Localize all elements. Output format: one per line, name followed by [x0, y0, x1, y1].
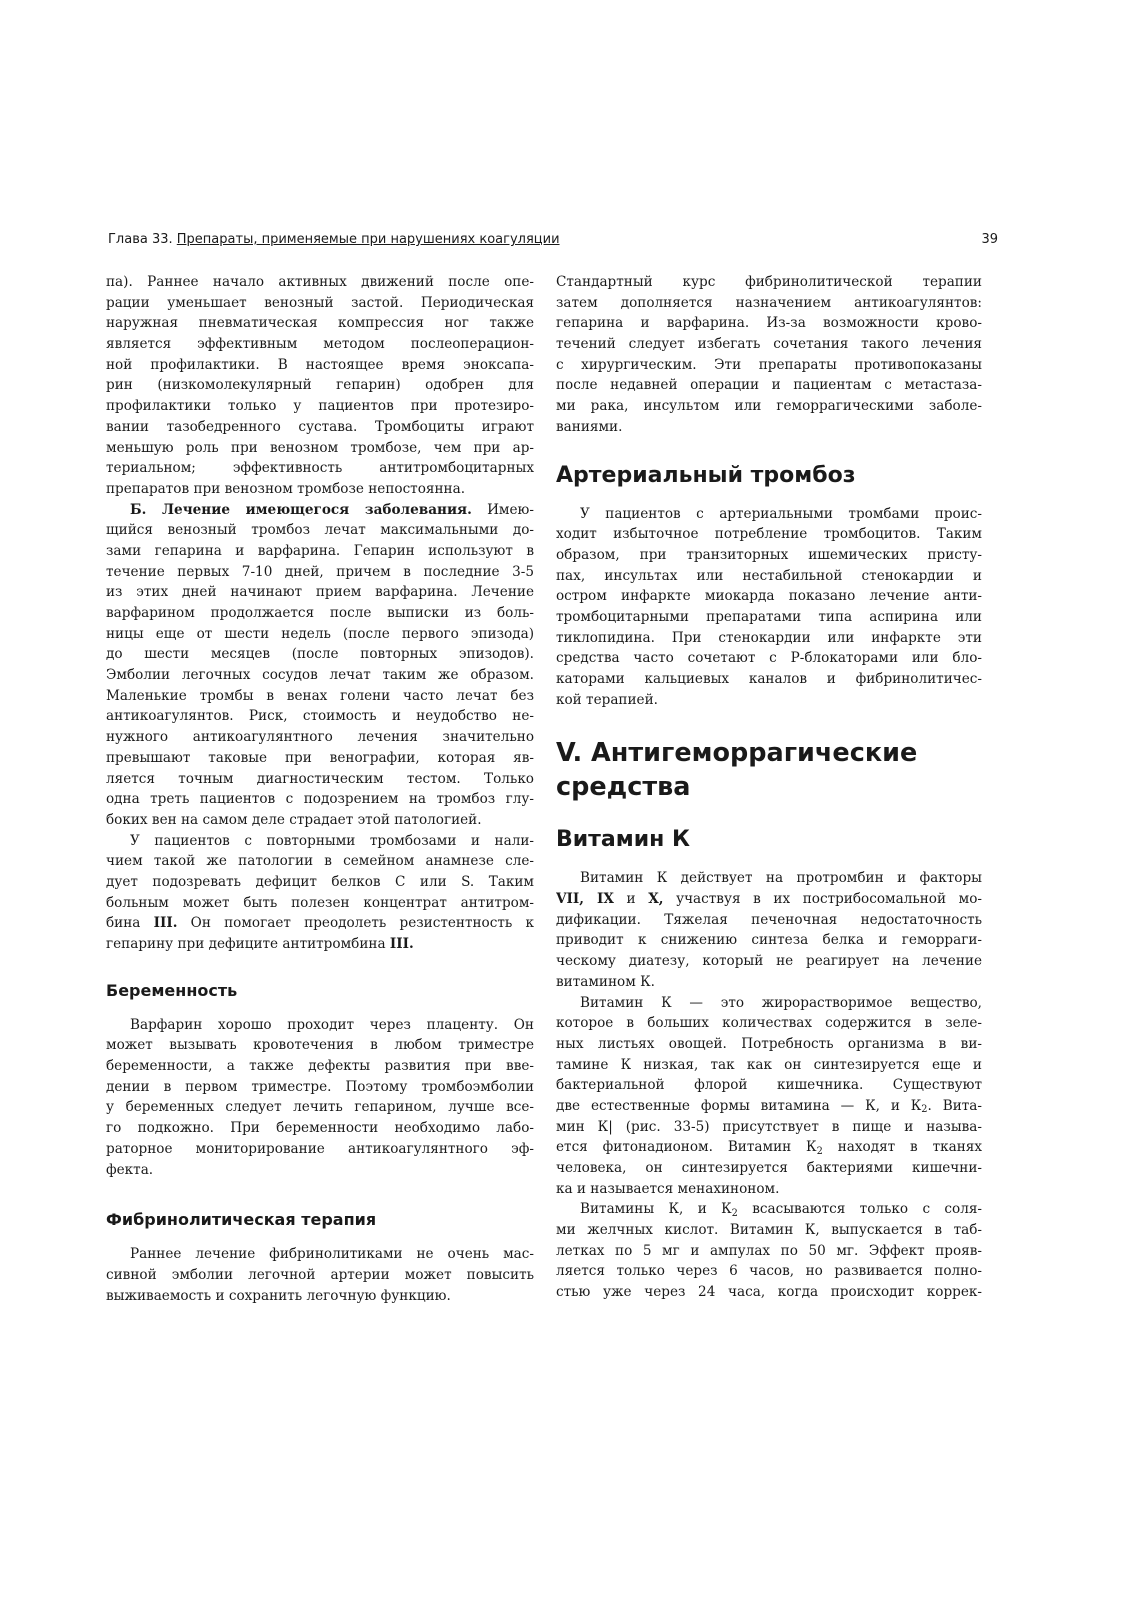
text-line: сивной эмболии легочной артерии может повысить: [106, 1266, 534, 1283]
text-line: меньшую роль при венозном тромбозе, чем при ар-: [106, 439, 534, 456]
text-line: ется фитонадионом. Витамин К2 находят в тканях: [556, 1139, 982, 1157]
text-line: течение первых 7-10 дней, причем в последние 3-5: [106, 563, 534, 580]
text-line: рации уменьшает венозный застой. Периодическая: [106, 294, 534, 311]
text-line: антикоагулянтов. Риск, стоимость и неудобство не-: [106, 708, 534, 725]
paragraph-standard-course: [556, 272, 982, 438]
paragraph-vitamin-k-forms: [556, 993, 982, 1200]
text-line: остром инфаркте миокарда показано лечение анти-: [556, 588, 982, 605]
text-line: раторное мониторирование антикоагулянтного эф-: [106, 1140, 534, 1157]
text-line: ляется только через 6 часов, но развивается полно-: [556, 1263, 982, 1280]
heading-pregnancy: Беременность: [106, 980, 238, 1000]
text-line: ходит избыточное потребление тромбоцитов. Таким: [556, 526, 982, 543]
text-line: Витамин К действует на протромбин и факторы: [580, 870, 982, 887]
text-line: человека, он синтезируется бактериями кишечни-: [556, 1160, 982, 1176]
text-line: ницы еще от шести недель (после первого эпизода): [106, 625, 534, 642]
heading-arterial-thrombosis: Артериальный тромбоз: [556, 462, 856, 488]
text-line: Стандартный курс фибринолитической терапии: [556, 274, 982, 290]
text-line: VII, IX и X, участвуя в их пострибосомальной мо-: [556, 891, 982, 908]
paragraph-arterial: [556, 504, 982, 711]
text-line: ческому диатезу, который не реагирует на лечение: [556, 953, 982, 970]
page-number: 39: [981, 232, 998, 247]
heading-fibrinolytic-therapy: Фибринолитическая терапия: [106, 1210, 377, 1230]
text-line: больным может быть полезен концентрат антитром-: [106, 894, 534, 911]
text-line: ми рака, инсультом или геморрагическими заболе-: [556, 398, 982, 415]
text-line: наружная пневматическая компрессия ног также: [106, 315, 534, 332]
text-line: Варфарин хорошо проходит через плаценту. Он: [130, 1016, 534, 1033]
text-line: рин (низкомолекулярный гепарин) одобрен для: [106, 377, 534, 394]
text-line: зами гепарина и варфарина. Гепарин используют в: [106, 542, 534, 559]
text-line: витамином К.: [556, 973, 655, 990]
text-line: па). Раннее начало активных движений после опе-: [106, 274, 534, 290]
text-line: Раннее лечение фибринолитиками не очень мас-: [130, 1246, 534, 1263]
section-heading: [556, 736, 982, 804]
run-in-heading: Б. Лечение имеющегося заболевания.: [130, 501, 472, 518]
chapter-prefix: Глава 33.: [108, 232, 177, 247]
text-line: у беременных следует лечить гепарином, лучше все-: [106, 1099, 534, 1116]
text-line: летках по 5 мг и ампулах по 50 мг. Эффект прояв-: [556, 1242, 982, 1259]
paragraph-vitamin-k-action: [556, 868, 982, 992]
text-line: щийся венозный тромбоз лечат максимальными до-: [106, 522, 534, 539]
text-line: У пациентов с повторными тромбозами и нали-: [130, 832, 534, 849]
text-line: Маленькие тромбы в венах голени часто лечат без: [106, 687, 534, 704]
text-line: средства часто сочетают с Р-блокаторами или бло-: [556, 650, 982, 667]
text-line: вании тазобедренного сустава. Тромбоциты играют: [106, 418, 534, 435]
text-line: является эффективным методом послеоперацион-: [106, 336, 534, 353]
running-head: [108, 232, 560, 247]
text-line: ных листьях овощей. Потребность организма в ви-: [556, 1035, 982, 1052]
text-line: фекта.: [106, 1161, 154, 1178]
text-line: профилактики только у пациентов при протезиро-: [106, 398, 534, 415]
paragraph-prophylaxis: [106, 272, 534, 500]
text-line: чием такой же патологии в семейном анамнезе сле-: [106, 853, 534, 870]
text-line: кой терапией.: [556, 691, 658, 708]
right-column: [556, 272, 982, 1303]
text-line: бина III. Он помогает преодолеть резистентность к: [106, 915, 534, 932]
text-line: ваниями.: [556, 418, 623, 435]
text-line: одна треть пациентов с подозрением на тромбоз глу-: [106, 791, 534, 808]
text-line: териальном; эффективность антитромбоцитарных: [106, 460, 534, 477]
paragraph-treatment: [106, 500, 534, 831]
text-line: ка и называется менахиноном.: [556, 1180, 780, 1197]
text-line: препаратов при венозном тромбозе непостоянна.: [106, 480, 466, 497]
text-line: бактериальной флорой кишечника. Существуют: [556, 1077, 982, 1094]
text-line: выживаемость и сохранить легочную функцию.: [106, 1287, 451, 1304]
text-line: Б. Лечение имеющегося заболевания. Имею-: [130, 501, 534, 518]
text-line: боких вен на самом деле страдает этой патологией.: [106, 811, 482, 828]
text-line: может вызывать кровотечения в любом триместре: [106, 1037, 534, 1054]
text-line: беременности, а также дефекты развития при вве-: [106, 1058, 534, 1075]
text-line: У пациентов с артериальными тромбами проис-: [580, 505, 982, 522]
text-line: ной профилактики. В настоящее время эноксапа-: [106, 356, 534, 373]
text-line: две естественные формы витамина — К, и К2. Вита-: [556, 1097, 982, 1116]
paragraph-vitamin-k-absorption: [556, 1199, 982, 1302]
text-line: гепарину при дефиците антитромбина III.: [106, 936, 414, 952]
text-line: тромбоцитарными препаратами типа аспирина или: [556, 608, 982, 625]
text-line: варфарином продолжается после выписки из боль-: [106, 605, 534, 621]
text-line: стью уже через 24 часа, когда происходит коррек-: [556, 1284, 982, 1301]
text-line: ляется точным диагностическим тестом. Только: [106, 770, 534, 787]
text-line: тиклопидина. При стенокардии или инфаркте эти: [556, 629, 982, 646]
page-header: [108, 232, 998, 252]
text-line: нужного антикоагулянтного лечения значительно: [106, 729, 534, 746]
text-line: дении в первом триместре. Поэтому тромбоэмболии: [106, 1078, 534, 1095]
section-heading-line: средства: [556, 772, 691, 803]
text-line: каторами кальциевых каналов и фибринолитичес-: [556, 671, 982, 687]
text-line: дует подозревать дефицит белков С или S. Таким: [106, 873, 534, 890]
text-line: образом, при транзиторных ишемических присту-: [556, 546, 982, 563]
text-line: мин К| (рис. 33-5) присутствует в пище и называ-: [556, 1118, 982, 1135]
text-line: которое в больших количествах содержится в зеле-: [556, 1015, 982, 1032]
text-line: дификации. Тяжелая печеночная недостаточность: [556, 911, 982, 928]
paragraph-fibrinolytic: [106, 1244, 534, 1306]
text-line: го подкожно. При беременности необходимо лабо-: [106, 1120, 534, 1137]
text-line: Эмболии легочных сосудов лечат таким же образом.: [106, 667, 534, 684]
text-line: Витамин К — это жирорастворимое вещество,: [580, 994, 982, 1011]
text-line: течений следует избегать сочетания такого лечения: [556, 336, 982, 353]
text-line: Витамины К, и К2 всасываются только с соля-: [580, 1201, 982, 1219]
left-column: [106, 272, 534, 1306]
text-line: приводит к снижению синтеза белка и геморраги-: [556, 932, 982, 949]
chapter-title: Препараты, применяемые при нарушениях коагуляции: [176, 232, 560, 247]
text-line: ми желчных кислот. Витамин К, выпускается в таб-: [556, 1222, 982, 1239]
heading-vitamin-k: Витамин К: [556, 827, 691, 853]
text-line: тамине К низкая, так как он синтезируется еще и: [556, 1056, 982, 1073]
paragraph-recurrent: [106, 831, 534, 955]
text-line: из этих дней начинают прием варфарина. Лечение: [106, 584, 534, 601]
paragraph-pregnancy: [106, 1015, 534, 1181]
text-line: затем дополняется назначением антикоагулянтов:: [556, 294, 982, 311]
text-line: превышают таковые при венографии, которая яв-: [106, 749, 534, 766]
text-line: гепарина и варфарина. Из-за возможности крово-: [556, 315, 982, 332]
section-heading-line: V. Антигеморрагические: [556, 738, 918, 769]
text-line: пах, инсультах или нестабильной стенокардии и: [556, 567, 982, 584]
text-line: до шести месяцев (после повторных эпизодов).: [106, 646, 534, 663]
text-line: после недавней операции и пациентам с метастаза-: [556, 377, 982, 394]
text-line: с хирургическим. Эти препараты противопоказаны: [556, 356, 982, 373]
